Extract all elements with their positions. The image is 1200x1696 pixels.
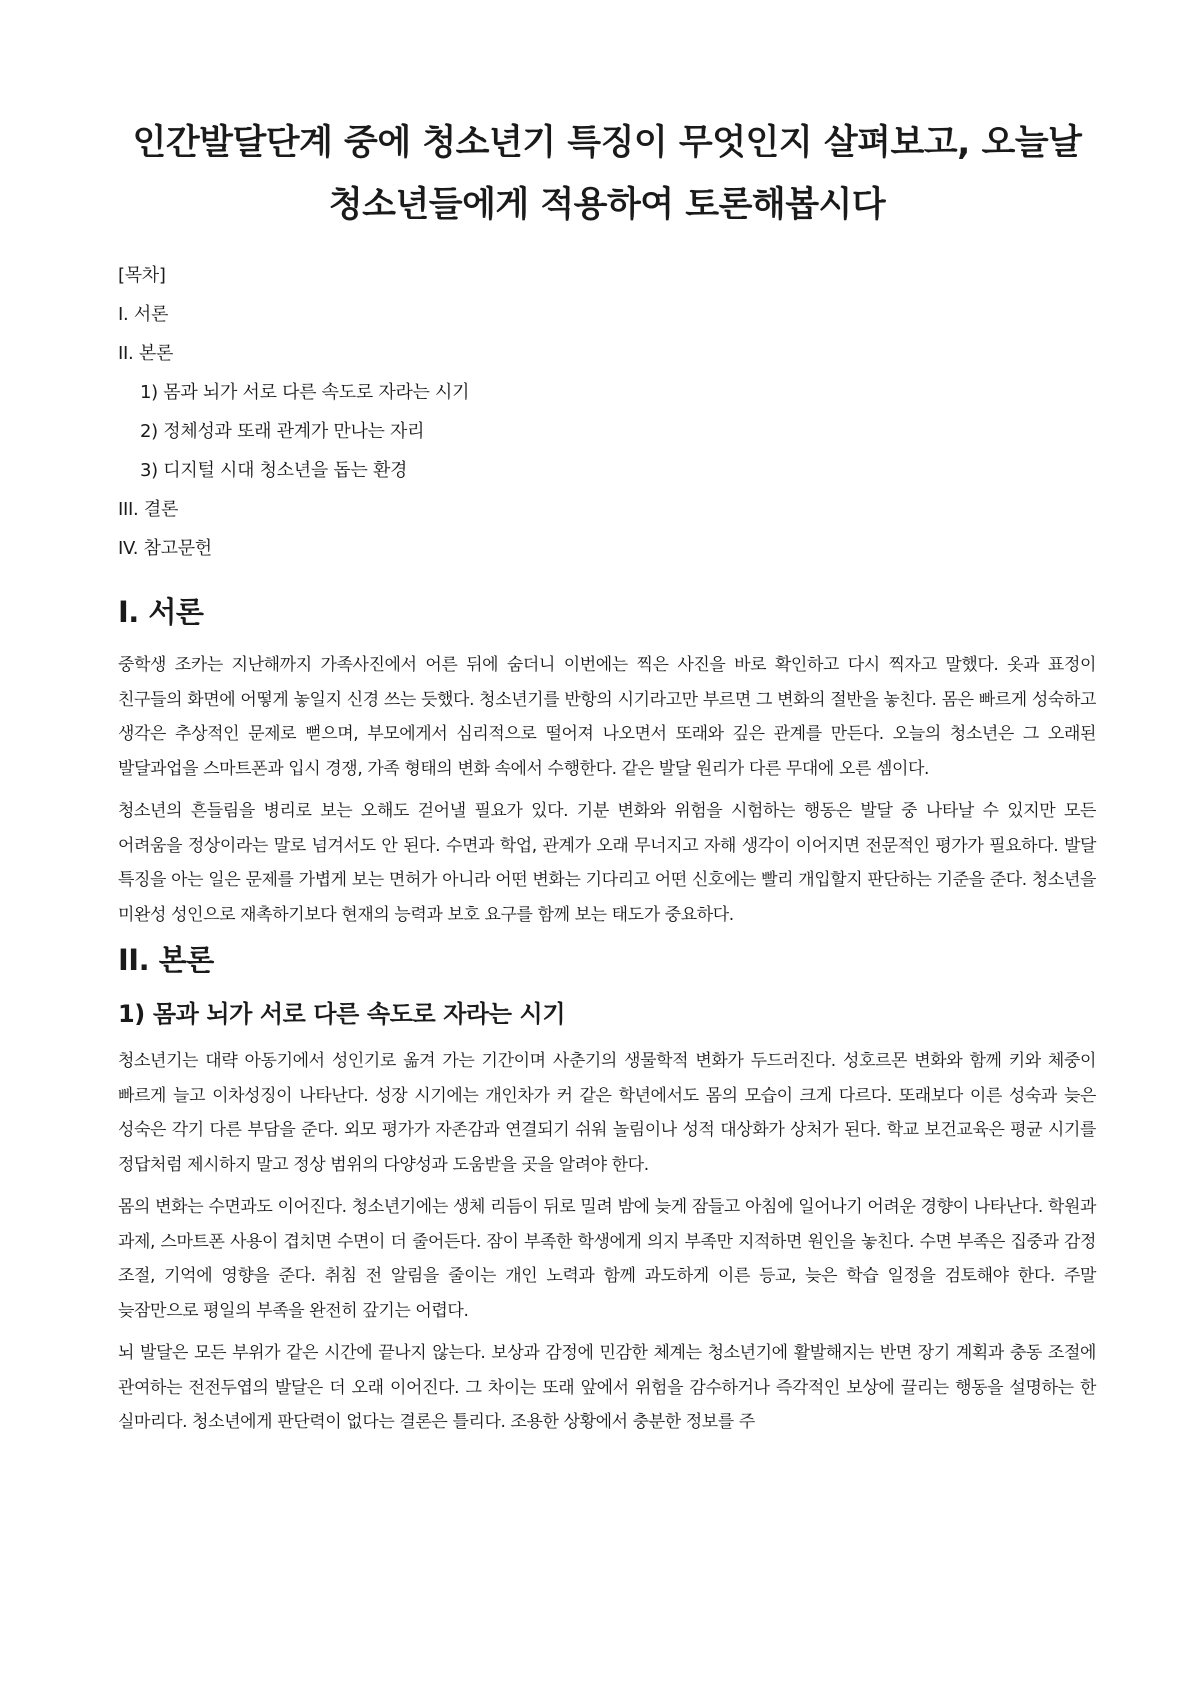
body-paragraph: 중학생 조카는 지난해까지 가족사진에서 어른 뒤에 숨더니 이번에는 찍은 사진을 바로 확인하고 다시 찍자고 말했다. 옷과 표정이 친구들의 화면에 어떻게 놓일지 신경 쓰는 듯했다. 청소년기를 반항의 시기라고만 부르면 그 변화의 절반을 놓친다. 몸은 빠르게 성숙하고 생각은 추상적인 문제로 뻗으며, 부모에게서 심리적으로 떨어져 나오면서 또래와 깊은 관계를 만든다. 오늘의 청소년은 그 오래된 발달과업을 스마트폰과 입시 경쟁, 가족 형태의 변화 속에서 수행한다. 같은 발달 원리가 다른 무대에 오른 셈이다. bbox=[118, 655, 1096, 779]
toc-subitem: 1) 몸과 뇌가 서로 다른 속도로 자라는 시기 bbox=[140, 382, 470, 403]
toc-item: I. 서론 bbox=[118, 304, 169, 325]
body-paragraph: 뇌 발달은 모든 부위가 같은 시간에 끝나지 않는다. 보상과 감정에 민감한 체계는 청소년기에 활발해지는 반면 장기 계획과 충동 조절에 관여하는 전전두엽의 발달은 더 오래 이어진다. 그 차이는 또래 앞에서 위험을 감수하거나 즉각적인 보상에 끌리는 행동을 설명하는 한 실마리다. 청소년에게 판단력이 없다는 결론은 틀리다. 조용한 상황에서 충분한 정보를 주 bbox=[118, 1343, 1096, 1432]
body-paragraph: 청소년의 흔들림을 병리로 보는 오해도 걷어낼 필요가 있다. 기분 변화와 위험을 시험하는 행동은 발달 중 나타날 수 있지만 모든 어려움을 정상이라는 말로 넘겨서도 안 된다. 수면과 학업, 관계가 오래 무너지고 자해 생각이 이어지면 전문적인 평가가 필요하다. 발달 특징을 아는 일은 문제를 가볍게 보는 면허가 아니라 어떤 변화는 기다리고 어떤 신호에는 빨리 개입할지 판단하는 기준을 준다. 청소년을 미완성 성인으로 재촉하기보다 현재의 능력과 보호 요구를 함께 보는 태도가 중요하다. bbox=[118, 801, 1096, 925]
table-of-contents bbox=[118, 256, 1096, 568]
toc-item: IV. 참고문헌 bbox=[118, 538, 212, 559]
toc-item: II. 본론 bbox=[118, 343, 174, 364]
intro-section bbox=[118, 592, 1096, 932]
toc-item: III. 결론 bbox=[118, 499, 179, 520]
toc-subitem: 2) 정체성과 또래 관계가 만나는 자리 bbox=[140, 421, 425, 442]
body-paragraph: 청소년기는 대략 아동기에서 성인기로 옮겨 가는 기간이며 사춘기의 생물학적 변화가 두드러진다. 성호르몬 변화와 함께 키와 체중이 빠르게 늘고 이차성징이 나타난다. 성장 시기에는 개인차가 커 같은 학년에서도 몸의 모습이 크게 다르다. 또래보다 이른 성숙과 늦은 성숙은 각기 다른 부담을 준다. 외모 평가가 자존감과 연결되기 쉬워 놀림이나 성적 대상화가 상처가 된다. 학교 보건교육은 평균 시기를 정답처럼 제시하지 말고 정상 범위의 다양성과 도움받을 곳을 알려야 한다. bbox=[118, 1051, 1096, 1175]
toc-subitem: 3) 디지털 시대 청소년을 돕는 환경 bbox=[140, 460, 408, 481]
main-section bbox=[118, 940, 1096, 1440]
document-title: 인간발달단계 중에 청소년기 특징이 무엇인지 살펴보고, 오늘날 청소년들에게 적용하여 토론해봅시다 bbox=[132, 123, 1082, 225]
section-heading-main: II. 본론 bbox=[118, 943, 214, 977]
section-heading-intro: I. 서론 bbox=[118, 595, 204, 629]
subsection-heading: 1) 몸과 뇌가 서로 다른 속도로 자라는 시기 bbox=[118, 1000, 566, 1028]
toc-heading: [목차] bbox=[118, 265, 166, 286]
body-paragraph: 몸의 변화는 수면과도 이어진다. 청소년기에는 생체 리듬이 뒤로 밀려 밤에 늦게 잠들고 아침에 일어나기 어려운 경향이 나타난다. 학원과 과제, 스마트폰 사용이 겹치면 수면이 더 줄어든다. 잠이 부족한 학생에게 의지 부족만 지적하면 원인을 놓친다. 수면 부족은 집중과 감정 조절, 기억에 영향을 준다. 취침 전 알림을 줄이는 개인 노력과 함께 과도하게 이른 등교, 늦은 학습 일정을 검토해야 한다. 주말 늦잠만으로 평일의 부족을 완전히 갚기는 어렵다. bbox=[118, 1197, 1096, 1321]
